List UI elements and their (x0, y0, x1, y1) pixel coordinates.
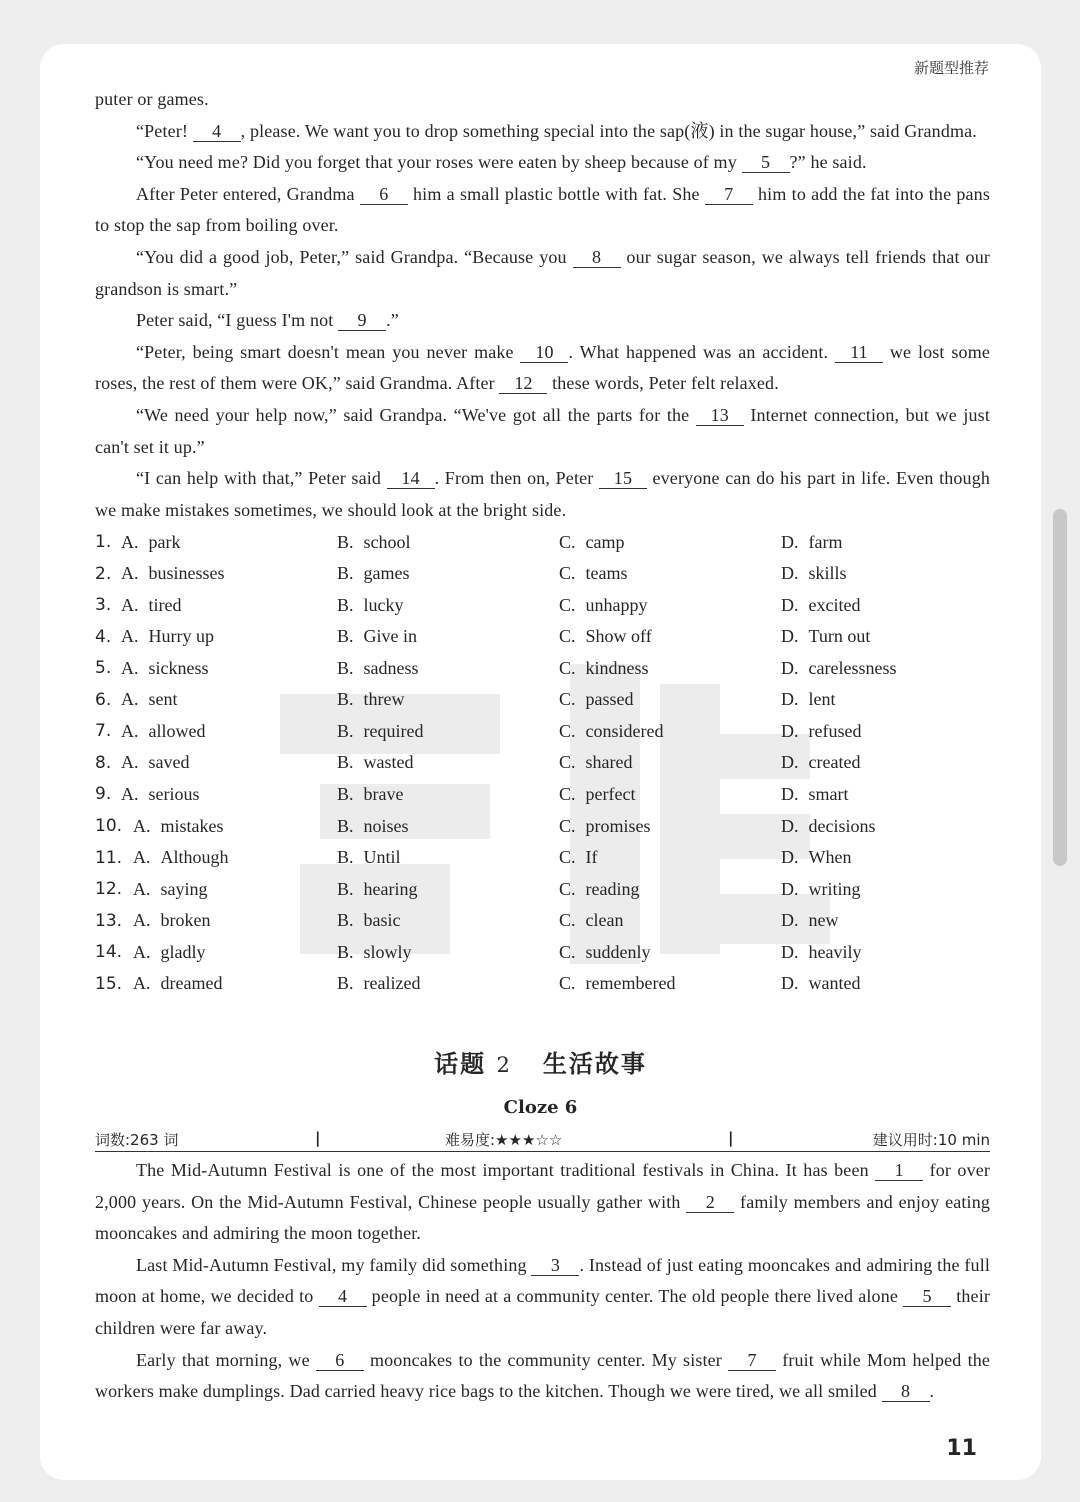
option-letter: D. (781, 847, 799, 868)
option-text: passed (585, 689, 634, 710)
option-text: new (808, 910, 839, 931)
option-row (95, 779, 990, 811)
option-d (781, 784, 981, 805)
answer-blank: 6 (316, 1350, 364, 1371)
answer-blank: 10 (520, 342, 568, 363)
paragraph-text: ?” he said. (789, 152, 867, 173)
paragraph-text: “You need me? Did you forget that your roses were eaten by sheep because of my (136, 152, 742, 173)
scrollbar-thumb[interactable] (1053, 509, 1067, 866)
option-letter: B. (337, 531, 354, 552)
option-letter: D. (781, 783, 799, 804)
paragraph-text: Internet connection, but we just can't set it up.” (95, 404, 990, 457)
option-c (559, 816, 781, 837)
option-b (337, 689, 559, 710)
answer-blank: 5 (903, 1286, 951, 1307)
option-row (95, 526, 990, 558)
option-text: brave (363, 783, 404, 804)
option-d (781, 563, 981, 584)
paragraph (95, 84, 990, 116)
option-c (559, 847, 781, 868)
answer-blank: 13 (696, 405, 744, 426)
passage-1 (95, 84, 990, 1000)
option-row (95, 716, 990, 748)
option-letter: A. (121, 720, 139, 741)
answer-blank: 7 (705, 184, 753, 205)
option-text: school (363, 531, 411, 552)
option-c (559, 563, 781, 584)
option-d (781, 879, 981, 900)
option-d (781, 532, 981, 553)
option-b (337, 784, 559, 805)
option-letter: B. (337, 941, 354, 962)
answer-blank: 2 (686, 1192, 734, 1213)
option-c (559, 752, 781, 773)
answer-blank: 12 (499, 373, 547, 394)
option-letter: C. (559, 720, 576, 741)
option-letter: A. (121, 531, 139, 552)
question-number: 2. (95, 563, 112, 584)
separator-1: | (315, 1129, 321, 1147)
options-table (95, 526, 990, 999)
question-number: 7. (95, 721, 112, 742)
paragraph-text: mooncakes to the community center. My sister (363, 1349, 729, 1370)
option-text: lucky (363, 594, 404, 615)
option-c (559, 784, 781, 805)
option-text: serious (148, 783, 200, 804)
option-c (559, 942, 781, 963)
option-b (337, 910, 559, 931)
option-d (781, 816, 981, 837)
option-text: Show off (585, 626, 652, 647)
option-c (559, 973, 781, 994)
option-text: Until (363, 847, 401, 868)
option-text: Hurry up (148, 626, 214, 647)
question-number: 4. (95, 626, 112, 647)
option-text: Turn out (808, 626, 871, 647)
option-letter: A. (133, 941, 151, 962)
option-text: park (148, 531, 181, 552)
option-letter: C. (559, 626, 576, 647)
option-d (781, 595, 981, 616)
topic-name: 生活故事 (542, 1050, 647, 1078)
option-letter: C. (559, 657, 576, 678)
option-letter: C. (559, 815, 576, 836)
option-letter: C. (559, 594, 576, 615)
option-text: smart (808, 783, 849, 804)
option-text: sent (148, 689, 178, 710)
option-letter: A. (121, 563, 139, 584)
option-letter: C. (559, 910, 576, 931)
answer-blank: 15 (599, 468, 647, 489)
paragraph-text: Early that morning, we (136, 1349, 316, 1370)
paragraph-text: people in need at a community center. The old people there lived alone (366, 1286, 904, 1307)
option-letter: B. (337, 878, 354, 899)
option-letter: C. (559, 752, 576, 773)
paragraph-text: Peter said, “I guess I'm not (136, 310, 339, 331)
paragraph-text: “Peter, being smart doesn't mean you never make (136, 341, 521, 362)
answer-blank: 6 (360, 184, 408, 205)
option-c (559, 532, 781, 553)
option-letter: C. (559, 973, 576, 994)
option-letter: A. (133, 815, 151, 836)
option-d (781, 973, 981, 994)
option-text: required (363, 720, 424, 741)
option-text: skills (808, 563, 847, 584)
paragraph-text: Last Mid-Autumn Festival, my family did something (136, 1254, 532, 1275)
option-letter: A. (121, 689, 139, 710)
question-number: 8. (95, 752, 112, 773)
option-letter: D. (781, 563, 799, 584)
option-text: games (363, 563, 410, 584)
question-number: 14. (95, 942, 123, 963)
paragraph-text: these words, Peter felt relaxed. (547, 373, 779, 394)
answer-blank: 11 (835, 342, 883, 363)
paragraph-text: After Peter entered, Grandma (136, 183, 360, 204)
option-letter: D. (781, 531, 799, 552)
option-text: saved (148, 752, 190, 773)
question-number: 13. (95, 910, 123, 931)
option-letter: D. (781, 815, 799, 836)
option-a (121, 626, 337, 647)
document-page (40, 44, 1041, 1480)
paragraph-text: . Instead of just eating mooncakes and admiring the full moon at home, we decided to (95, 1254, 990, 1307)
option-d (781, 752, 981, 773)
option-text: kindness (585, 657, 649, 678)
option-text: Give in (363, 626, 418, 647)
option-row (95, 589, 990, 621)
option-text: allowed (148, 720, 206, 741)
option-a (121, 595, 337, 616)
paragraph-text: their children were far away. (95, 1286, 990, 1338)
option-letter: D. (781, 657, 799, 678)
option-b (337, 879, 559, 900)
option-text: camp (585, 531, 625, 552)
option-letter: B. (337, 689, 354, 710)
option-text: clean (585, 910, 624, 931)
paragraph-text: . What happened was an accident. (568, 341, 836, 362)
option-b (337, 721, 559, 742)
option-letter: A. (133, 910, 151, 931)
option-b (337, 563, 559, 584)
option-letter: B. (337, 847, 354, 868)
option-letter: D. (781, 689, 799, 710)
option-c (559, 658, 781, 679)
option-text: refused (808, 720, 862, 741)
option-row (95, 653, 990, 685)
option-c (559, 879, 781, 900)
option-text: suddenly (585, 941, 651, 962)
paragraph-text: . From then on, Peter (434, 468, 599, 489)
passage-2 (95, 1155, 990, 1408)
option-b (337, 816, 559, 837)
option-b (337, 752, 559, 773)
option-row (95, 936, 990, 968)
option-b (337, 626, 559, 647)
option-b (337, 658, 559, 679)
option-a (121, 563, 337, 584)
option-text: perfect (585, 783, 636, 804)
answer-blank: 1 (875, 1160, 923, 1181)
option-letter: C. (559, 847, 576, 868)
paragraph (95, 337, 990, 400)
option-text: sadness (363, 657, 419, 678)
question-number: 6. (95, 689, 112, 710)
paragraph-text: “You did a good job, Peter,” said Grandpa. “Because you (136, 246, 573, 267)
option-c (559, 595, 781, 616)
option-text: If (585, 847, 598, 868)
answer-blank: 9 (338, 310, 386, 331)
topic-number: 2 (496, 1053, 512, 1077)
paragraph (95, 116, 990, 148)
answer-blank: 4 (319, 1286, 367, 1307)
option-d (781, 910, 981, 931)
option-letter: C. (559, 941, 576, 962)
option-letter: D. (781, 941, 799, 962)
option-letter: C. (559, 563, 576, 584)
paragraph (95, 463, 990, 526)
option-text: carelessness (808, 657, 897, 678)
option-d (781, 658, 981, 679)
option-letter: B. (337, 752, 354, 773)
option-letter: B. (337, 783, 354, 804)
paragraph-text: . (929, 1381, 935, 1402)
option-letter: C. (559, 878, 576, 899)
option-letter: B. (337, 720, 354, 741)
option-text: realized (363, 973, 421, 994)
option-c (559, 910, 781, 931)
option-text: dreamed (160, 973, 223, 994)
word-count: 词数:263 词 (95, 1131, 179, 1149)
option-text: considered (585, 720, 664, 741)
paragraph-text: him to add the fat into the pans to stop the sap from boiling over. (95, 183, 990, 236)
option-row (95, 842, 990, 874)
option-letter: B. (337, 910, 354, 931)
option-row (95, 747, 990, 779)
option-letter: D. (781, 973, 799, 994)
option-b (337, 973, 559, 994)
topic-title (40, 1044, 1041, 1079)
option-text: noises (363, 815, 409, 836)
paragraph (95, 305, 990, 337)
option-letter: A. (121, 626, 139, 647)
option-a (121, 752, 337, 773)
cloze-title: Cloze 6 (503, 1097, 578, 1118)
option-a (121, 532, 337, 553)
option-text: When (808, 847, 852, 868)
option-letter: D. (781, 626, 799, 647)
option-a (121, 658, 337, 679)
option-row (95, 873, 990, 905)
option-d (781, 721, 981, 742)
paragraph-text: family members and enjoy eating mooncakes and admiring the moon together. (95, 1191, 990, 1244)
answer-blank: 5 (742, 152, 790, 173)
option-a (133, 942, 337, 963)
paragraph-text: for over 2,000 years. On the Mid-Autumn Festival, Chinese people usually gather with (95, 1160, 991, 1212)
option-a (133, 973, 337, 994)
option-text: writing (808, 878, 861, 899)
option-text: sickness (148, 657, 209, 678)
paragraph-text: “Peter! (136, 120, 193, 141)
paragraph (95, 147, 990, 179)
option-letter: D. (781, 752, 799, 773)
option-text: excited (808, 594, 861, 615)
question-number: 12. (95, 879, 123, 900)
option-text: hearing (363, 878, 418, 899)
paragraph-text: “I can help with that,” Peter said (136, 468, 387, 489)
option-c (559, 721, 781, 742)
option-letter: D. (781, 594, 799, 615)
suggested-time: 建议用时:10 min (872, 1131, 990, 1149)
question-number: 15. (95, 973, 123, 994)
question-number: 10. (95, 816, 123, 836)
header-tag: 新题型推荐 (913, 59, 989, 77)
option-text: remembered (585, 973, 676, 994)
page-number: 11 (946, 1436, 977, 1461)
option-text: basic (363, 910, 401, 931)
option-text: saying (160, 878, 208, 899)
paragraph-text: The Mid-Autumn Festival is one of the most important traditional festivals in China. It has been (136, 1160, 876, 1180)
option-text: tired (148, 594, 182, 615)
option-text: reading (585, 878, 640, 899)
option-letter: D. (781, 910, 799, 931)
paragraph-text: fruit while Mom helped the workers make dumplings. Dad carried heavy rice bags to the kitchen. Though we were tired, we all smiled (95, 1349, 991, 1402)
option-a (133, 847, 337, 868)
option-b (337, 942, 559, 963)
option-row (95, 905, 990, 937)
option-text: broken (160, 910, 211, 931)
paragraph-text: him a small plastic bottle with fat. She (407, 183, 705, 204)
option-d (781, 942, 981, 963)
option-d (781, 626, 981, 647)
option-a (133, 816, 337, 837)
option-text: teams (585, 563, 628, 584)
separator-2: | (728, 1129, 734, 1147)
paragraph-text: everyone can do his part in life. Even though we make mistakes sometimes, we should look at the bright side. (95, 468, 990, 520)
answer-blank: 8 (882, 1381, 930, 1402)
paragraph (95, 1155, 990, 1250)
option-text: shared (585, 752, 633, 773)
topic-prefix: 话题 (434, 1050, 487, 1078)
option-letter: A. (121, 657, 139, 678)
option-text: businesses (148, 563, 225, 584)
option-letter: B. (337, 657, 354, 678)
option-text: wanted (808, 973, 861, 994)
option-c (559, 626, 781, 647)
question-number: 5. (95, 658, 112, 679)
paragraph (95, 1345, 990, 1408)
paragraph (95, 179, 990, 242)
difficulty: 难易度:★★★☆☆ (445, 1131, 563, 1149)
option-row (95, 684, 990, 716)
option-row (95, 621, 990, 653)
option-letter: C. (559, 689, 576, 710)
paragraph-text: .” (386, 310, 399, 331)
option-c (559, 689, 781, 710)
question-number: 9. (95, 784, 112, 805)
option-a (133, 879, 337, 900)
option-text: unhappy (585, 594, 648, 615)
option-letter: B. (337, 815, 354, 836)
option-letter: A. (121, 783, 139, 804)
paragraph-text: puter or games. (95, 89, 209, 109)
option-text: lent (808, 689, 836, 710)
option-a (121, 721, 337, 742)
question-number: 3. (95, 595, 112, 616)
option-text: created (808, 752, 861, 773)
option-text: gladly (160, 941, 206, 962)
option-a (121, 689, 337, 710)
answer-blank: 4 (193, 121, 241, 142)
option-letter: A. (133, 973, 151, 994)
paragraph (95, 242, 990, 305)
question-number: 1. (95, 532, 112, 553)
option-letter: B. (337, 594, 354, 615)
option-text: farm (808, 531, 843, 552)
option-letter: A. (133, 847, 151, 868)
question-number: 11. (95, 847, 123, 868)
paragraph-text: our sugar season, we always tell friends that our grandson is smart.” (95, 246, 991, 299)
option-a (133, 910, 337, 931)
option-row (95, 558, 990, 590)
option-text: threw (363, 689, 405, 710)
option-text: promises (585, 815, 651, 836)
answer-blank: 8 (573, 247, 621, 268)
answer-blank: 14 (387, 468, 435, 489)
option-text: mistakes (160, 815, 224, 836)
option-letter: A. (121, 752, 139, 773)
option-letter: C. (559, 531, 576, 552)
answer-blank: 3 (531, 1255, 579, 1276)
meta-bar (95, 1127, 990, 1152)
option-b (337, 532, 559, 553)
option-letter: B. (337, 973, 354, 994)
option-letter: A. (133, 878, 151, 899)
option-text: Although (160, 847, 229, 868)
paragraph (95, 1250, 990, 1345)
option-row (95, 968, 990, 1000)
paragraph-text: “We need your help now,” said Grandpa. “We've got all the parts for the (136, 404, 696, 425)
option-d (781, 847, 981, 868)
answer-blank: 7 (728, 1350, 776, 1371)
paragraph-text: , please. We want you to drop something special into the sap(液) in the sugar house,” said Grandma. (240, 120, 977, 141)
option-text: decisions (808, 815, 876, 836)
option-letter: B. (337, 626, 354, 647)
option-b (337, 595, 559, 616)
paragraph (95, 400, 990, 463)
option-letter: D. (781, 720, 799, 741)
option-text: wasted (363, 752, 414, 773)
option-a (121, 784, 337, 805)
option-letter: B. (337, 563, 354, 584)
option-letter: D. (781, 878, 799, 899)
option-row (95, 810, 990, 842)
option-letter: C. (559, 783, 576, 804)
option-d (781, 689, 981, 710)
paragraph-text: we lost some roses, the rest of them were OK,” said Grandma. After (95, 341, 990, 394)
option-b (337, 847, 559, 868)
option-letter: A. (121, 594, 139, 615)
option-text: slowly (363, 941, 412, 962)
option-text: heavily (808, 941, 862, 962)
